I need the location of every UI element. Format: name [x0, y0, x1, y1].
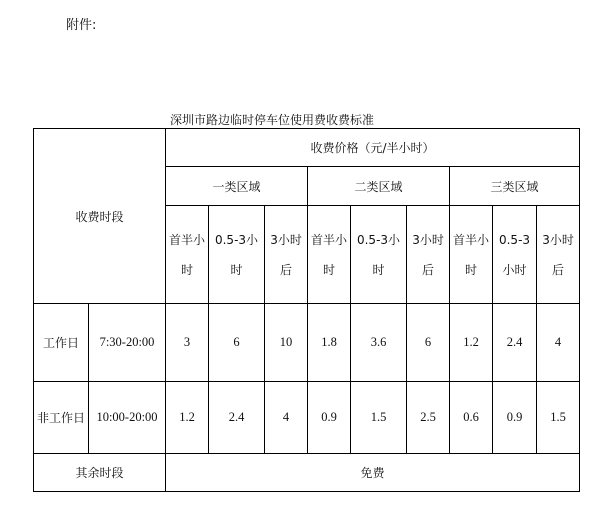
day-type-non-workday: 非工作日 [34, 382, 89, 454]
price-header: 收费价格（元/半小时） [166, 129, 580, 167]
price-cell: 0.6 [450, 382, 493, 454]
zone3-half-to-3-hours-header: 0.5-3小时 [493, 206, 537, 304]
other-period-label: 其余时段 [34, 454, 166, 492]
attachment-label: 附件: [66, 18, 97, 33]
period-header: 收费时段 [34, 129, 166, 304]
price-cell: 6 [407, 304, 450, 382]
time-range-workday: 7:30-20:00 [89, 304, 166, 382]
price-cell: 3.6 [351, 304, 407, 382]
price-cell: 0.9 [308, 382, 351, 454]
day-type-workday: 工作日 [34, 304, 89, 382]
price-cell: 2.4 [209, 382, 265, 454]
zone-header-1: 一类区域 [166, 167, 308, 206]
other-period-value: 免费 [166, 454, 580, 492]
time-range-non-workday: 10:00-20:00 [89, 382, 166, 454]
fee-table [33, 128, 580, 492]
zone2-first-half-hour-header: 首半小时 [308, 206, 351, 304]
zone3-first-half-hour-header: 首半小时 [450, 206, 493, 304]
price-cell: 1.5 [351, 382, 407, 454]
zone2-half-to-3-hours-header: 0.5-3小时 [351, 206, 407, 304]
price-cell: 1.8 [308, 304, 351, 382]
price-cell: 10 [265, 304, 308, 382]
price-cell: 4 [265, 382, 308, 454]
zone2-after-3-hours-header: 3小时后 [407, 206, 450, 304]
price-cell: 1.2 [166, 382, 209, 454]
price-cell: 0.9 [493, 382, 537, 454]
price-cell: 6 [209, 304, 265, 382]
table-row [34, 382, 580, 454]
zone1-first-half-hour-header: 首半小时 [166, 206, 209, 304]
zone-header-3: 三类区域 [450, 167, 580, 206]
price-cell: 1.5 [537, 382, 580, 454]
price-cell: 1.2 [450, 304, 493, 382]
zone1-half-to-3-hours-header: 0.5-3小时 [209, 206, 265, 304]
zone3-after-3-hours-header: 3小时后 [537, 206, 580, 304]
document-title: 深圳市路边临时停车位使用费收费标准 [170, 113, 375, 127]
zone-header-2: 二类区域 [308, 167, 450, 206]
price-cell: 2.5 [407, 382, 450, 454]
table-row [34, 304, 580, 382]
price-cell: 3 [166, 304, 209, 382]
price-cell: 4 [537, 304, 580, 382]
price-cell: 2.4 [493, 304, 537, 382]
zone1-after-3-hours-header: 3小时后 [265, 206, 308, 304]
